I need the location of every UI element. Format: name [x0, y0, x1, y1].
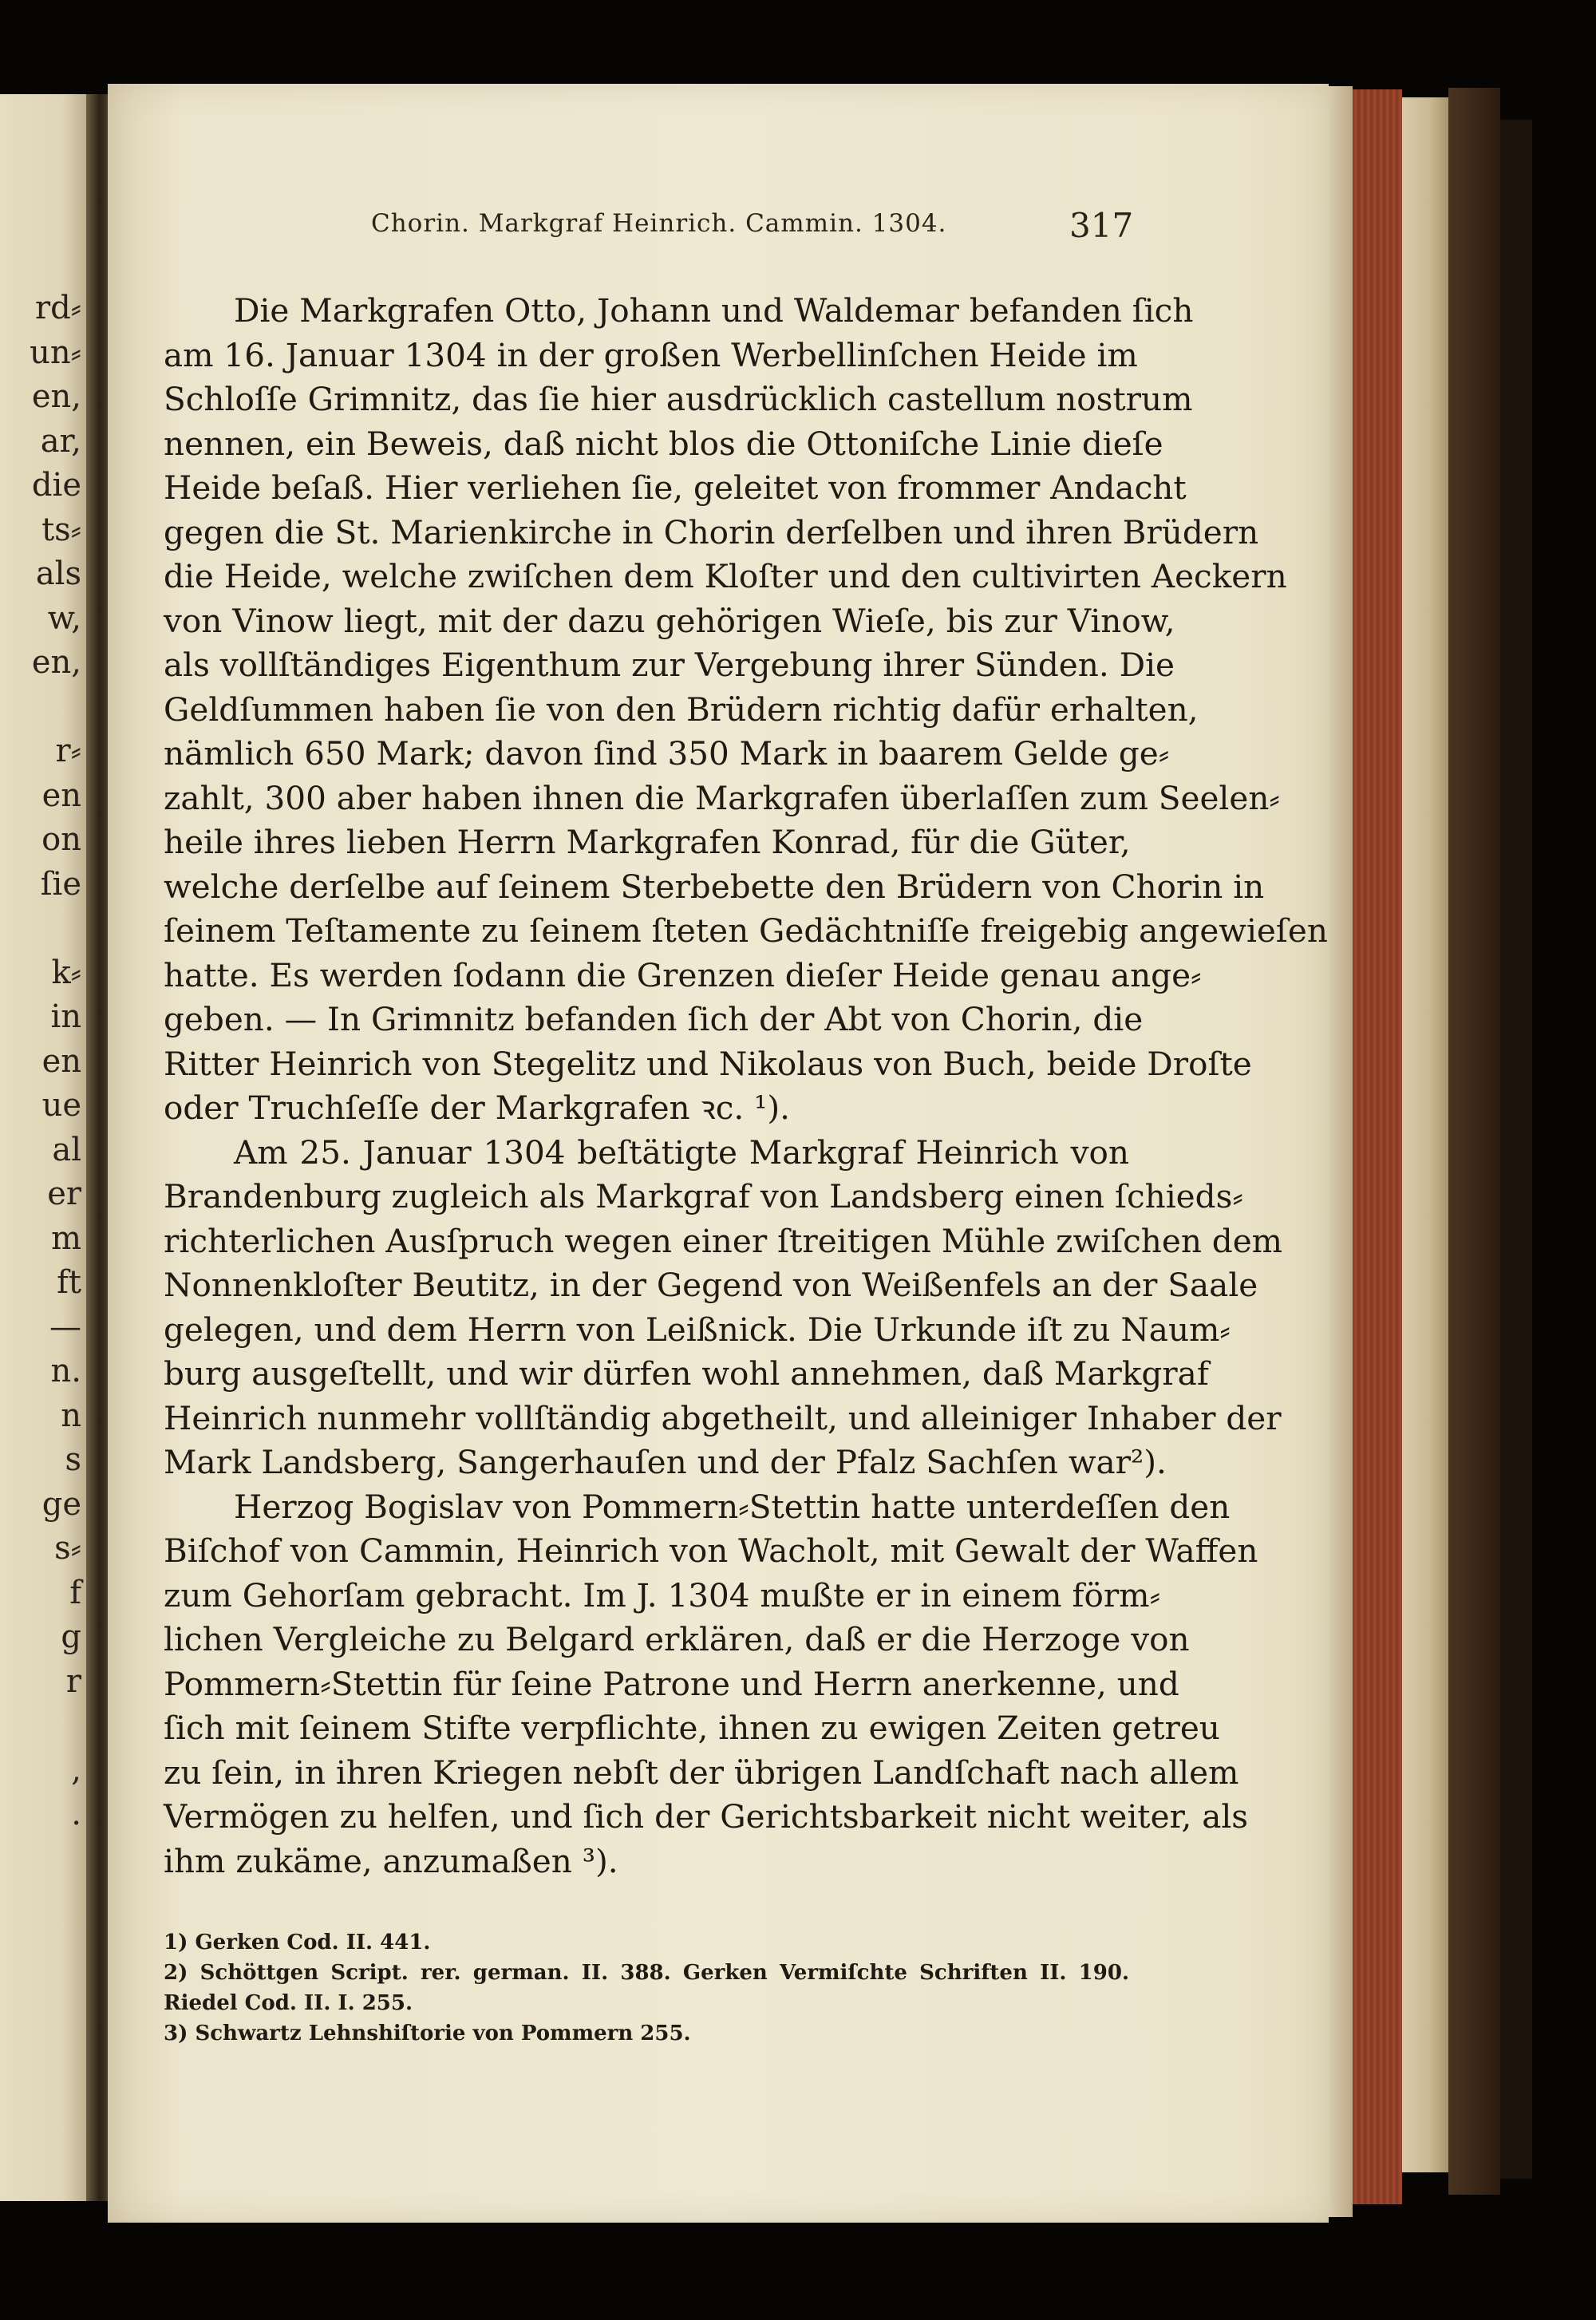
facing-page-fragment: ge	[41, 1485, 81, 1523]
text-line: Nonnenkloſter Beutitz, in der Gegend von Weißenfels an der Saale	[164, 1266, 1258, 1304]
facing-page-fragment: ue	[41, 1087, 81, 1124]
facing-page-fragment: als	[35, 555, 81, 592]
facing-page-edge	[0, 94, 89, 2201]
facing-page-fragment: on	[41, 821, 81, 858]
cover-shadow	[1500, 120, 1532, 2179]
footnote-2: 2) Schöttgen Script. rer. german. II. 388. Gerken Vermiſchte Schriften II. 190.	[164, 1961, 1129, 1985]
text-line: zum Gehorſam gebracht. Im J. 1304 mußte er in einem förm⸗	[164, 1575, 1161, 1615]
text-line: gelegen, und dem Herrn von Leißnick. Die Urkunde iſt zu Naum⸗	[164, 1310, 1231, 1349]
text-line: nennen, ein Beweis, daß nicht blos die Ottoniſche Linie dieſe	[164, 424, 1163, 463]
facing-page-fragment: al	[52, 1131, 81, 1168]
page-stack-edge	[1329, 86, 1353, 2217]
facing-page-fragment: un⸗	[30, 334, 81, 371]
footnote-1: 1) Gerken Cod. II. 441.	[164, 1931, 431, 1954]
text-line: Geldſummen haben ſie von den Brüdern richtig dafür erhalten,	[164, 690, 1199, 729]
text-line: Mark Landsberg, Sangerhauſen und der Pfalz Sachſen war²).	[164, 1443, 1167, 1481]
text-line: lichen Vergleiche zu Belgard erklären, daß er die Herzoge von	[164, 1620, 1190, 1658]
facing-page-fragment: n.	[50, 1353, 81, 1389]
facing-page-fragment: ſie	[40, 865, 81, 903]
facing-page-fragment: in	[50, 998, 81, 1035]
facing-page-fragment: en	[41, 1042, 81, 1080]
facing-page-fragment: rd⸗	[34, 290, 81, 326]
running-header: Chorin. Markgraf Heinrich. Cammin. 1304.	[371, 209, 947, 238]
facing-page-fragment: —	[49, 1308, 81, 1346]
text-line: zu ſein, in ihren Kriegen nebſt der übrigen Landſchaft nach allem	[164, 1753, 1239, 1792]
text-line: Brandenburg zugleich als Markgraf von Landsberg einen ſchieds⸗	[164, 1177, 1243, 1215]
text-line: Biſchof von Cammin, Heinrich von Wacholt, mit Gewalt der Waffen	[164, 1532, 1258, 1570]
facing-page-fragment: .	[71, 1796, 81, 1832]
facing-page-fragment: s	[65, 1441, 81, 1478]
red-page-edges	[1353, 89, 1402, 2204]
text-line: ſich mit ſeinem Stifte verpflichte, ihnen zu ewigen Zeiten getreu	[164, 1709, 1220, 1747]
text-line: am 16. Januar 1304 in der großen Werbellinſchen Heide im	[164, 335, 1138, 374]
text-line: nämlich 650 Mark; davon ſind 350 Mark in baarem Gelde ge⸗	[164, 734, 1170, 773]
facing-page-fragment: s⸗	[54, 1530, 81, 1567]
text-line: zahlt, 300 aber haben ihnen die Markgrafen überlaſſen zum Seelen⸗	[164, 778, 1280, 817]
text-line: oder Truchſeſſe der Markgrafen ꝛc. ¹).	[164, 1089, 791, 1127]
text-line: als vollſtändiges Eigenthum zur Vergebung ihrer Sünden. Die	[164, 646, 1175, 684]
text-line: Heinrich nunmehr vollſtändig abgetheilt, und alleiniger Inhaber der	[164, 1398, 1282, 1437]
text-line: Herzog Bogislav von Pommern⸗Stettin hatte unterdeſſen den	[234, 1487, 1231, 1526]
text-line: Pommern⸗Stettin für ſeine Patrone und Herrn anerkenne, und	[164, 1664, 1179, 1703]
text-line: Vermögen zu helfen, und ſich der Gerichtsbarkeit nicht weiter, als	[164, 1797, 1249, 1836]
text-line: Am 25. Januar 1304 beſtätigte Markgraf Heinrich von	[234, 1132, 1129, 1172]
text-line: heile ihres lieben Herrn Markgrafen Konrad, für die Güter,	[164, 823, 1131, 861]
facing-page-fragment: en,	[31, 378, 81, 415]
page-number: 317	[1069, 206, 1134, 245]
facing-page-fragment: w,	[47, 599, 81, 637]
back-cover-edge	[1402, 97, 1448, 2172]
text-line: die Heide, welche zwiſchen dem Kloſter und den cultivirten Aeckern	[164, 557, 1287, 595]
footnote-2-cont: Riedel Cod. II. I. 255.	[164, 1991, 413, 2015]
text-line: Ritter Heinrich von Stegelitz und Nikolaus von Buch, beide Droſte	[164, 1044, 1252, 1083]
text-line: burg ausgeſtellt, und wir dürfen wohl annehmen, daß Markgraf	[164, 1354, 1209, 1393]
text-line: Die Markgrafen Otto, Johann und Waldemar befanden ſich	[234, 291, 1194, 330]
footnote-3: 3) Schwartz Lehnshiſtorie von Pommern 255.	[164, 2022, 691, 2045]
facing-page-fragment: r⸗	[55, 733, 81, 769]
facing-page-fragment: r	[65, 1662, 81, 1700]
body-text	[164, 289, 1328, 1883]
text-line: welche derſelbe auf ſeinem Sterbebette den Brüdern von Chorin in	[164, 867, 1265, 906]
text-line: richterlichen Ausſpruch wegen einer ſtreitigen Mühle zwiſchen dem	[164, 1221, 1283, 1260]
text-line: ihm zukäme, anzumaßen ³).	[164, 1841, 618, 1880]
text-line: hatte. Es werden ſodann die Grenzen dieſer Heide genau ange⸗	[164, 955, 1202, 994]
facing-page-fragment: en,	[31, 644, 81, 681]
footnotes	[164, 1927, 1129, 2049]
binding-cover	[1448, 88, 1500, 2195]
text-line: von Vinow liegt, mit der dazu gehörigen Wieſe, bis zur Vinow,	[164, 601, 1175, 640]
text-line: ſeinem Teſtamente zu ſeinem ſteten Gedächtniſſe freigebig angewieſen	[164, 911, 1328, 950]
facing-page-fragment: ar,	[40, 422, 81, 460]
facing-page-fragment: n	[61, 1397, 81, 1434]
facing-page-fragment: f	[69, 1574, 81, 1611]
facing-page-fragment: en	[41, 777, 81, 814]
facing-page-fragment: m	[51, 1219, 81, 1257]
facing-page-fragment: k⸗	[51, 954, 81, 991]
facing-page-fragment: ft	[57, 1264, 81, 1301]
text-line: Schloſſe Grimnitz, das ſie hier ausdrücklich castellum nostrum	[164, 380, 1193, 418]
text-line: geben. — In Grimnitz befanden ſich der Abt von Chorin, die	[164, 1000, 1144, 1038]
facing-page-fragment: die	[31, 467, 81, 504]
facing-page-fragment: g	[61, 1618, 81, 1655]
text-line: gegen die St. Marienkirche in Chorin derſelben und ihren Brüdern	[164, 512, 1259, 551]
text-line: Heide beſaß. Hier verliehen ſie, geleitet von frommer Andacht	[164, 468, 1187, 507]
facing-page-fragment: ts⸗	[41, 511, 81, 548]
facing-page-fragment: ,	[71, 1751, 81, 1788]
facing-page-fragment: er	[47, 1176, 81, 1212]
